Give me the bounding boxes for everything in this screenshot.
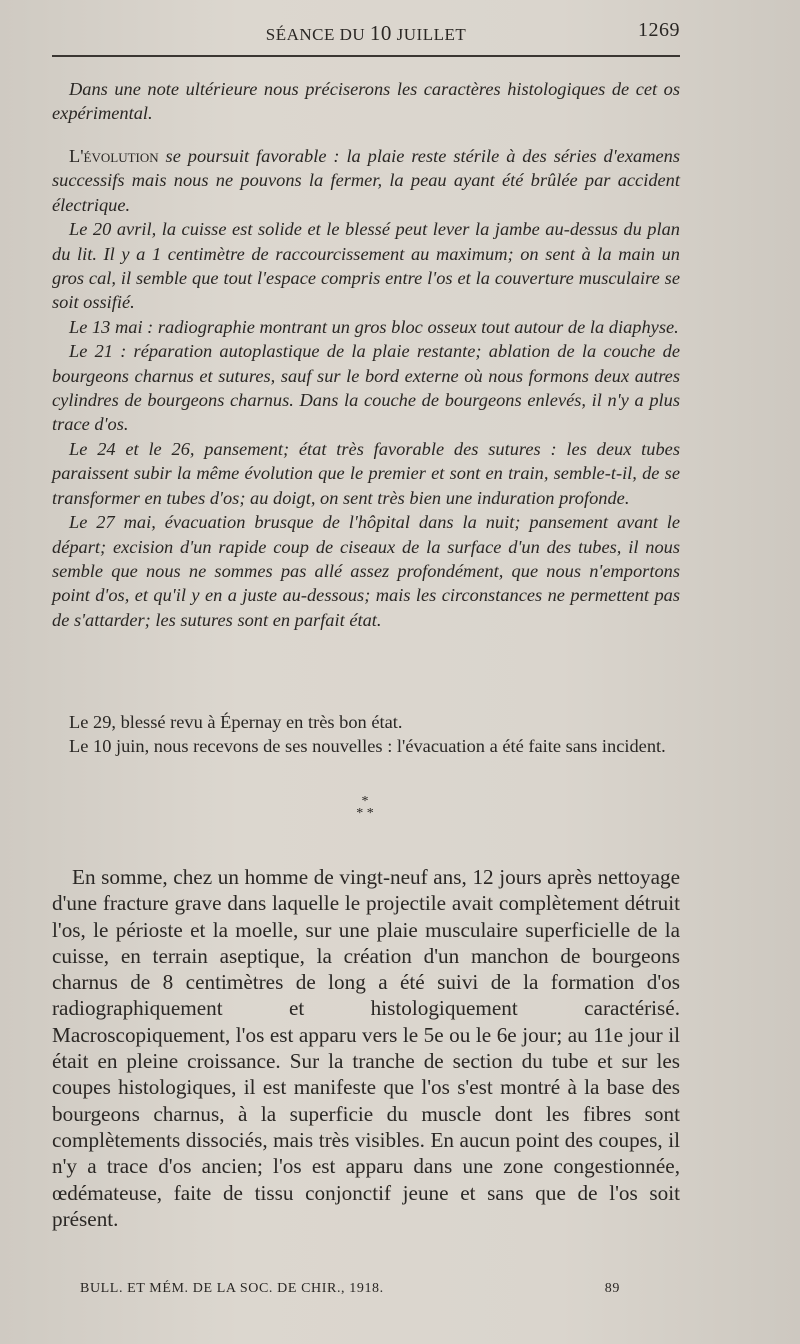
header-rule <box>52 55 680 57</box>
note-paragraph-block <box>52 77 680 126</box>
running-header <box>52 18 680 48</box>
entry-paragraph: Le 20 avril, la cuisse est solide et le blessé peut lever la jambe au-dessus du plan du lit. Il y a 1 centimètre de raccourcissement au maximum; on sent à la main un gros cal, il semble que tout l'espace compris entre l'os et la couverture musculaire se soit ossifié. <box>52 219 680 313</box>
evolution-heading: L'évolution <box>69 146 159 166</box>
signature-mark: 89 <box>604 1281 620 1296</box>
evolution-paragraph <box>52 144 680 217</box>
entry-paragraph: Le 21 : réparation autoplastique de la plaie restante; ablation de la couche de bourgeons charnus et sutures, sauf sur le bord externe où nous formons deux autres cylindres de bourgeons charnus. Dans la couche de bourgeons enlevés, il n'y a plus trace d'os. <box>52 341 680 435</box>
note-paragraph: Dans une note ultérieure nous préciserons les caractères histologiques de cet os expérimental. <box>52 79 680 124</box>
session-title-day: 10 <box>369 21 392 45</box>
session-title <box>52 21 680 46</box>
summary-block <box>52 864 680 1232</box>
section-asterism <box>330 796 400 820</box>
entry-paragraph: Le 24 et le 26, pansement; état très favorable des sutures : les deux tubes paraissent subir la même évolution que le premier et sont en train, semble-t-il, de se transformer en tubes d'os; au doigt, on sent très bien une induration profonde. <box>52 438 680 508</box>
journal-reference: BULL. ET MÉM. DE LA SOC. DE CHIR., 1918. <box>80 1281 384 1296</box>
case-entries-block <box>52 144 680 632</box>
session-title-post: JUILLET <box>391 25 467 44</box>
followup-paragraph: Le 10 juin, nous recevons de ses nouvelles : l'évacuation a été faite sans incident. <box>69 736 666 757</box>
asterism-bottom: * * <box>356 806 374 821</box>
entry-paragraph: Le 13 mai : radiographie montrant un gros bloc osseux tout autour de la diaphyse. <box>69 316 679 337</box>
evolution-text: se poursuit favorable : la plaie reste stérile à des séries d'examens successifs mais nous ne pouvons la fermer, la peau ayant été brûlée par accident électrique. <box>52 146 680 215</box>
asterism-top: * <box>361 794 369 809</box>
session-title-pre: SÉANCE DU <box>265 25 370 44</box>
followup-paragraph: Le 29, blessé revu à Épernay en très bon état. <box>69 712 403 732</box>
summary-paragraph: En somme, chez un homme de vingt-neuf ans, 12 jours après nettoyage d'une fracture grave dans laquelle le projectile avait complètement détruit l'os, le périoste et la moelle, sur une plaie musculaire superficielle de la cuisse, en terrain aseptique, la création d'un manchon de bourgeons charnus de 8 centimètres de long a été suivi de la formation d'os radiographiquement et histologiquement caractérisé. Macroscopiquement, l'os est apparu vers le 5e ou le 6e jour; au 11e jour il était en pleine croissance. Sur la tranche de section du tube et sur les coupes histologiques, il est manifeste que l'os s'est montré à la base des bourgeons charnus, à la superficie du muscle dont les fibres sont complètements dissociés, mais très visibles. En aucun point des coupes, il n'y a trace d'os ancien; l'os est apparu dans une zone congestionnée, œdémateuse, faite de tissu conjonctif jeune et sans que de l'os soit présent. <box>52 865 680 1231</box>
page-number: 1269 <box>638 19 680 41</box>
entry-paragraph: Le 27 mai, évacuation brusque de l'hôpital dans la nuit; pansement avant le départ; excision d'un rapide coup de ciseaux de la surface d'un des tubes, il nous semble que nous ne sommes pas allé assez profondément, que nous n'emportons point d'os, et qu'il y en a juste au-dessous; mais les circonstances ne permettent pas de s'attarder; les sutures sont en parfait état. <box>52 512 680 630</box>
followup-block <box>52 710 680 759</box>
